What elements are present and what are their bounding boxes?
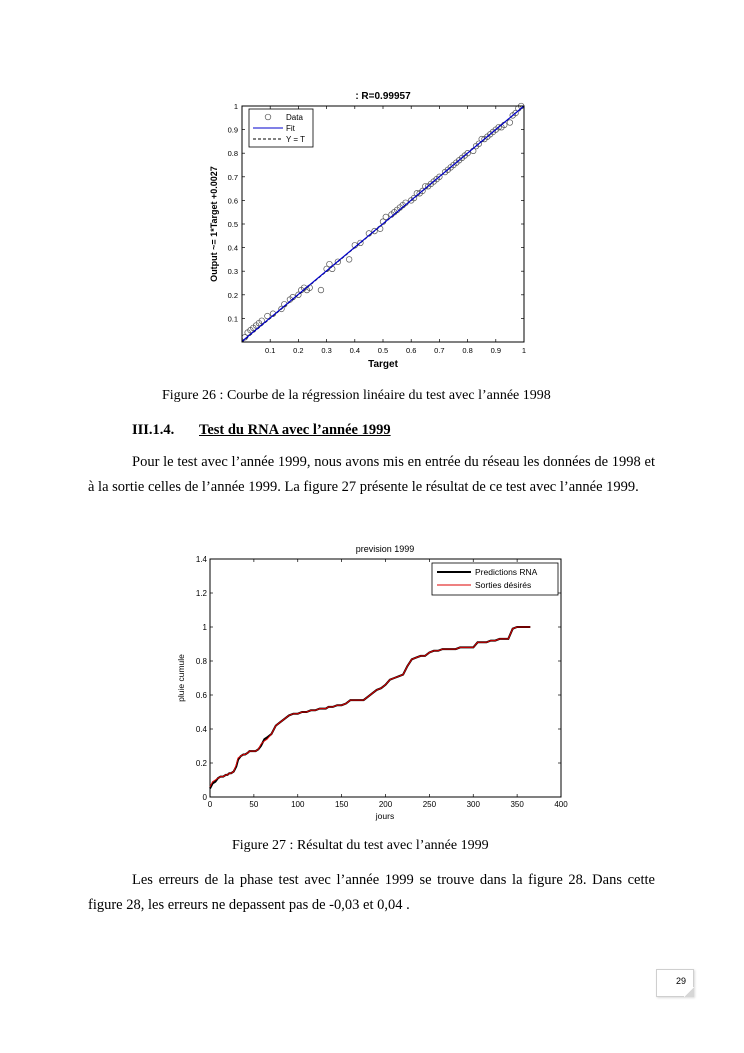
y-axis-label: Output ~= 1*Target +0.0027 bbox=[209, 166, 219, 282]
chart-title: : R=0.99957 bbox=[355, 91, 411, 102]
x-tick-label: 300 bbox=[466, 800, 480, 809]
x-tick-label: 0.7 bbox=[434, 346, 445, 355]
y-tick-label: 0.2 bbox=[227, 290, 238, 300]
data-point bbox=[346, 257, 352, 263]
y-tick-label: 0.8 bbox=[227, 149, 238, 159]
y-tick-label: 0.6 bbox=[227, 196, 238, 206]
legend-data-label: Data bbox=[286, 113, 303, 122]
data-point bbox=[318, 287, 324, 293]
y-tick-label: 1.4 bbox=[195, 555, 207, 564]
body-paragraph bbox=[88, 868, 655, 918]
y-tick-label: 0.8 bbox=[195, 657, 207, 666]
x-tick-label: 0.4 bbox=[349, 346, 361, 355]
legend bbox=[432, 563, 558, 595]
x-tick-label: 0.3 bbox=[321, 346, 332, 355]
y-tick-label: 0.9 bbox=[227, 125, 238, 135]
figure-26-caption: Figure 26 : Courbe de la régression linéaire du test avec l’année 1998 bbox=[162, 388, 551, 403]
x-tick-label: 0.9 bbox=[490, 346, 502, 355]
section-number: III.1.4. bbox=[132, 422, 175, 438]
data-point bbox=[507, 120, 513, 126]
x-tick-label: 400 bbox=[554, 800, 568, 809]
legend-fit-label: Fit bbox=[286, 124, 295, 133]
data-point bbox=[383, 214, 389, 220]
y-tick-label: 0.4 bbox=[227, 243, 238, 253]
x-tick-label: 150 bbox=[334, 800, 349, 809]
y-axis-label: pluie cumule bbox=[176, 654, 186, 702]
x-tick-label: 250 bbox=[422, 800, 437, 809]
y-tick-label: 1.2 bbox=[195, 589, 207, 598]
section-title: Test du RNA avec l’année 1999 bbox=[199, 422, 391, 438]
legend bbox=[249, 109, 313, 147]
paragraph-text: Les erreurs de la phase test avec l’année 1999 se trouve dans la figure 28. Dans cette figure 28, les erreurs ne depassent pas de -0,03 et 0,04 . bbox=[88, 872, 655, 913]
x-tick-label: 350 bbox=[510, 800, 524, 809]
regression-chart bbox=[195, 84, 540, 374]
y-tick-label: 0.5 bbox=[227, 220, 238, 229]
x-tick-label: 0.2 bbox=[293, 346, 304, 355]
x-axis-label: Target bbox=[368, 359, 398, 370]
x-tick-label: 0.5 bbox=[377, 346, 389, 355]
x-tick-label: 1 bbox=[521, 346, 527, 355]
x-tick-label: 0.1 bbox=[264, 346, 276, 355]
prevision-chart bbox=[168, 540, 578, 825]
y-tick-label: 0.2 bbox=[195, 759, 207, 768]
legend-predictions-label: Predictions RNA bbox=[475, 567, 538, 577]
y-tick-label: 0.4 bbox=[195, 725, 207, 734]
y-tick-label: 0 bbox=[202, 793, 207, 802]
y-tick-label: 1 bbox=[233, 102, 238, 111]
y-tick-label: 1 bbox=[202, 623, 207, 632]
series-lines bbox=[210, 627, 530, 789]
page-number: 29 bbox=[675, 976, 686, 986]
x-tick-label: 0 bbox=[207, 800, 213, 809]
legend-desired-label: Sorties désirés bbox=[475, 580, 532, 590]
chart-title: prevision 1999 bbox=[355, 544, 415, 554]
x-tick-label: 100 bbox=[291, 800, 305, 809]
desired-outputs-line bbox=[210, 627, 530, 787]
x-tick-label: 0.8 bbox=[462, 346, 473, 355]
predictions-line bbox=[210, 627, 530, 789]
y-tick-label: 0.6 bbox=[195, 691, 207, 700]
y-tick-label: 0.3 bbox=[227, 267, 238, 277]
page-curl bbox=[684, 987, 694, 997]
y-tick-label: 0.1 bbox=[227, 314, 238, 324]
paragraph-text: Pour le test avec l’année 1999, nous avons mis en entrée du réseau les données de 1998 et à la sortie celles de l’année 1999. La figure 27 présente le résultat de ce test avec l’année 1999. bbox=[88, 454, 655, 495]
x-tick-label: 0.6 bbox=[405, 346, 417, 355]
body-paragraph bbox=[88, 450, 655, 500]
x-tick-label: 50 bbox=[249, 800, 259, 809]
legend-yt-label: Y = T bbox=[286, 135, 306, 144]
y-tick-label: 0.7 bbox=[227, 172, 238, 182]
page-number-box bbox=[656, 969, 694, 997]
figure-27-caption: Figure 27 : Résultat du test avec l’année 1999 bbox=[232, 838, 489, 853]
x-tick-label: 200 bbox=[378, 800, 393, 809]
x-axis-label: jours bbox=[375, 811, 395, 821]
